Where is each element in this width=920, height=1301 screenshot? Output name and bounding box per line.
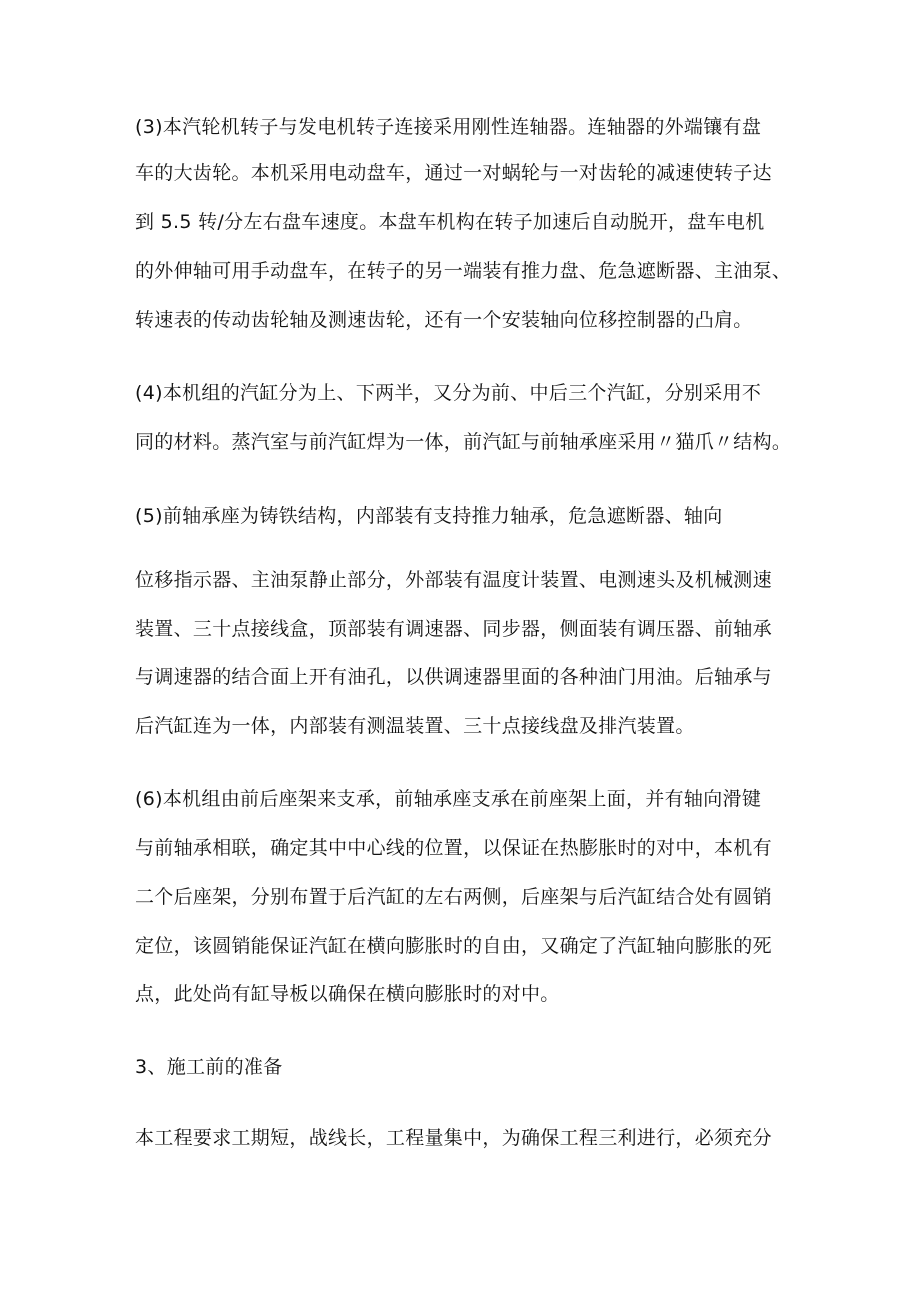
paragraph-6-line-4: 定位，该圆销能保证汽缸在横向膨胀时的自由，又确定了汽缸轴向膨胀的死	[135, 935, 772, 957]
paragraph-5-line-2: 位移指示器、主油泵静止部分，外部装有温度计装置、电测速头及机械测速	[135, 569, 772, 591]
paragraph-5-line-4: 与调速器的结合面上开有油孔，以供调速器里面的各种油门用油。后轴承与	[135, 666, 772, 688]
paragraph-4-line-1: (4)本机组的汽缸分为上、下两半，又分为前、中后三个汽缸，分别采用不	[135, 382, 762, 404]
paragraph-3-line-3: 到 5.5 转/分左右盘车速度。本盘车机构在转子加速后自动脱开，盘车电机	[135, 211, 765, 233]
paragraph-3-line-4: 的外伸轴可用手动盘车，在转子的另一端装有推力盘、危急遮断器、主油泵、	[135, 260, 792, 282]
paragraph-6-line-1: (6)本机组由前后座架来支承，前轴承座支承在前座架上面，并有轴向滑键	[135, 788, 762, 810]
paragraph-4-line-2: 同的材料。蒸汽室与前汽缸焊为一体，前汽缸与前轴承座采用〃猫爪〃结构。	[135, 431, 792, 453]
paragraph-5-line-5: 后汽缸连为一体，内部装有测温装置、三十点接线盘及排汽装置。	[135, 715, 695, 737]
paragraph-5-line-1: (5)前轴承座为铸铁结构，内部装有支持推力轴承，危急遮断器、轴向	[135, 505, 723, 527]
paragraph-7-line-1: 本工程要求工期短，战线长，工程量集中，为确保工程三利进行，必须充分	[135, 1127, 772, 1149]
section-heading: 3、施工前的准备	[135, 1056, 283, 1078]
paragraph-6-line-5: 点，此处尚有缸导板以确保在横向膨胀时的对中。	[135, 983, 560, 1005]
paragraph-6-line-3: 二个后座架，分别布置于后汽缸的左右两侧，后座架与后汽缸结合处有圆销	[135, 886, 772, 908]
paragraph-3-line-5: 转速表的传动齿轮轴及测速齿轮，还有一个安装轴向位移控制器的凸肩。	[135, 309, 753, 331]
paragraph-3-line-2: 车的大齿轮。本机采用电动盘车，通过一对蜗轮与一对齿轮的减速使转子达	[135, 162, 772, 184]
paragraph-3-line-1: (3)本汽轮机转子与发电机转子连接采用刚性连轴器。连轴器的外端镶有盘	[135, 116, 762, 138]
paragraph-5-line-3: 装置、三十点接线盒，顶部装有调速器、同步器，侧面装有调压器、前轴承	[135, 618, 772, 640]
paragraph-6-line-2: 与前轴承相联，确定其中中心线的位置，以保证在热膨胀时的对中，本机有	[135, 837, 772, 859]
